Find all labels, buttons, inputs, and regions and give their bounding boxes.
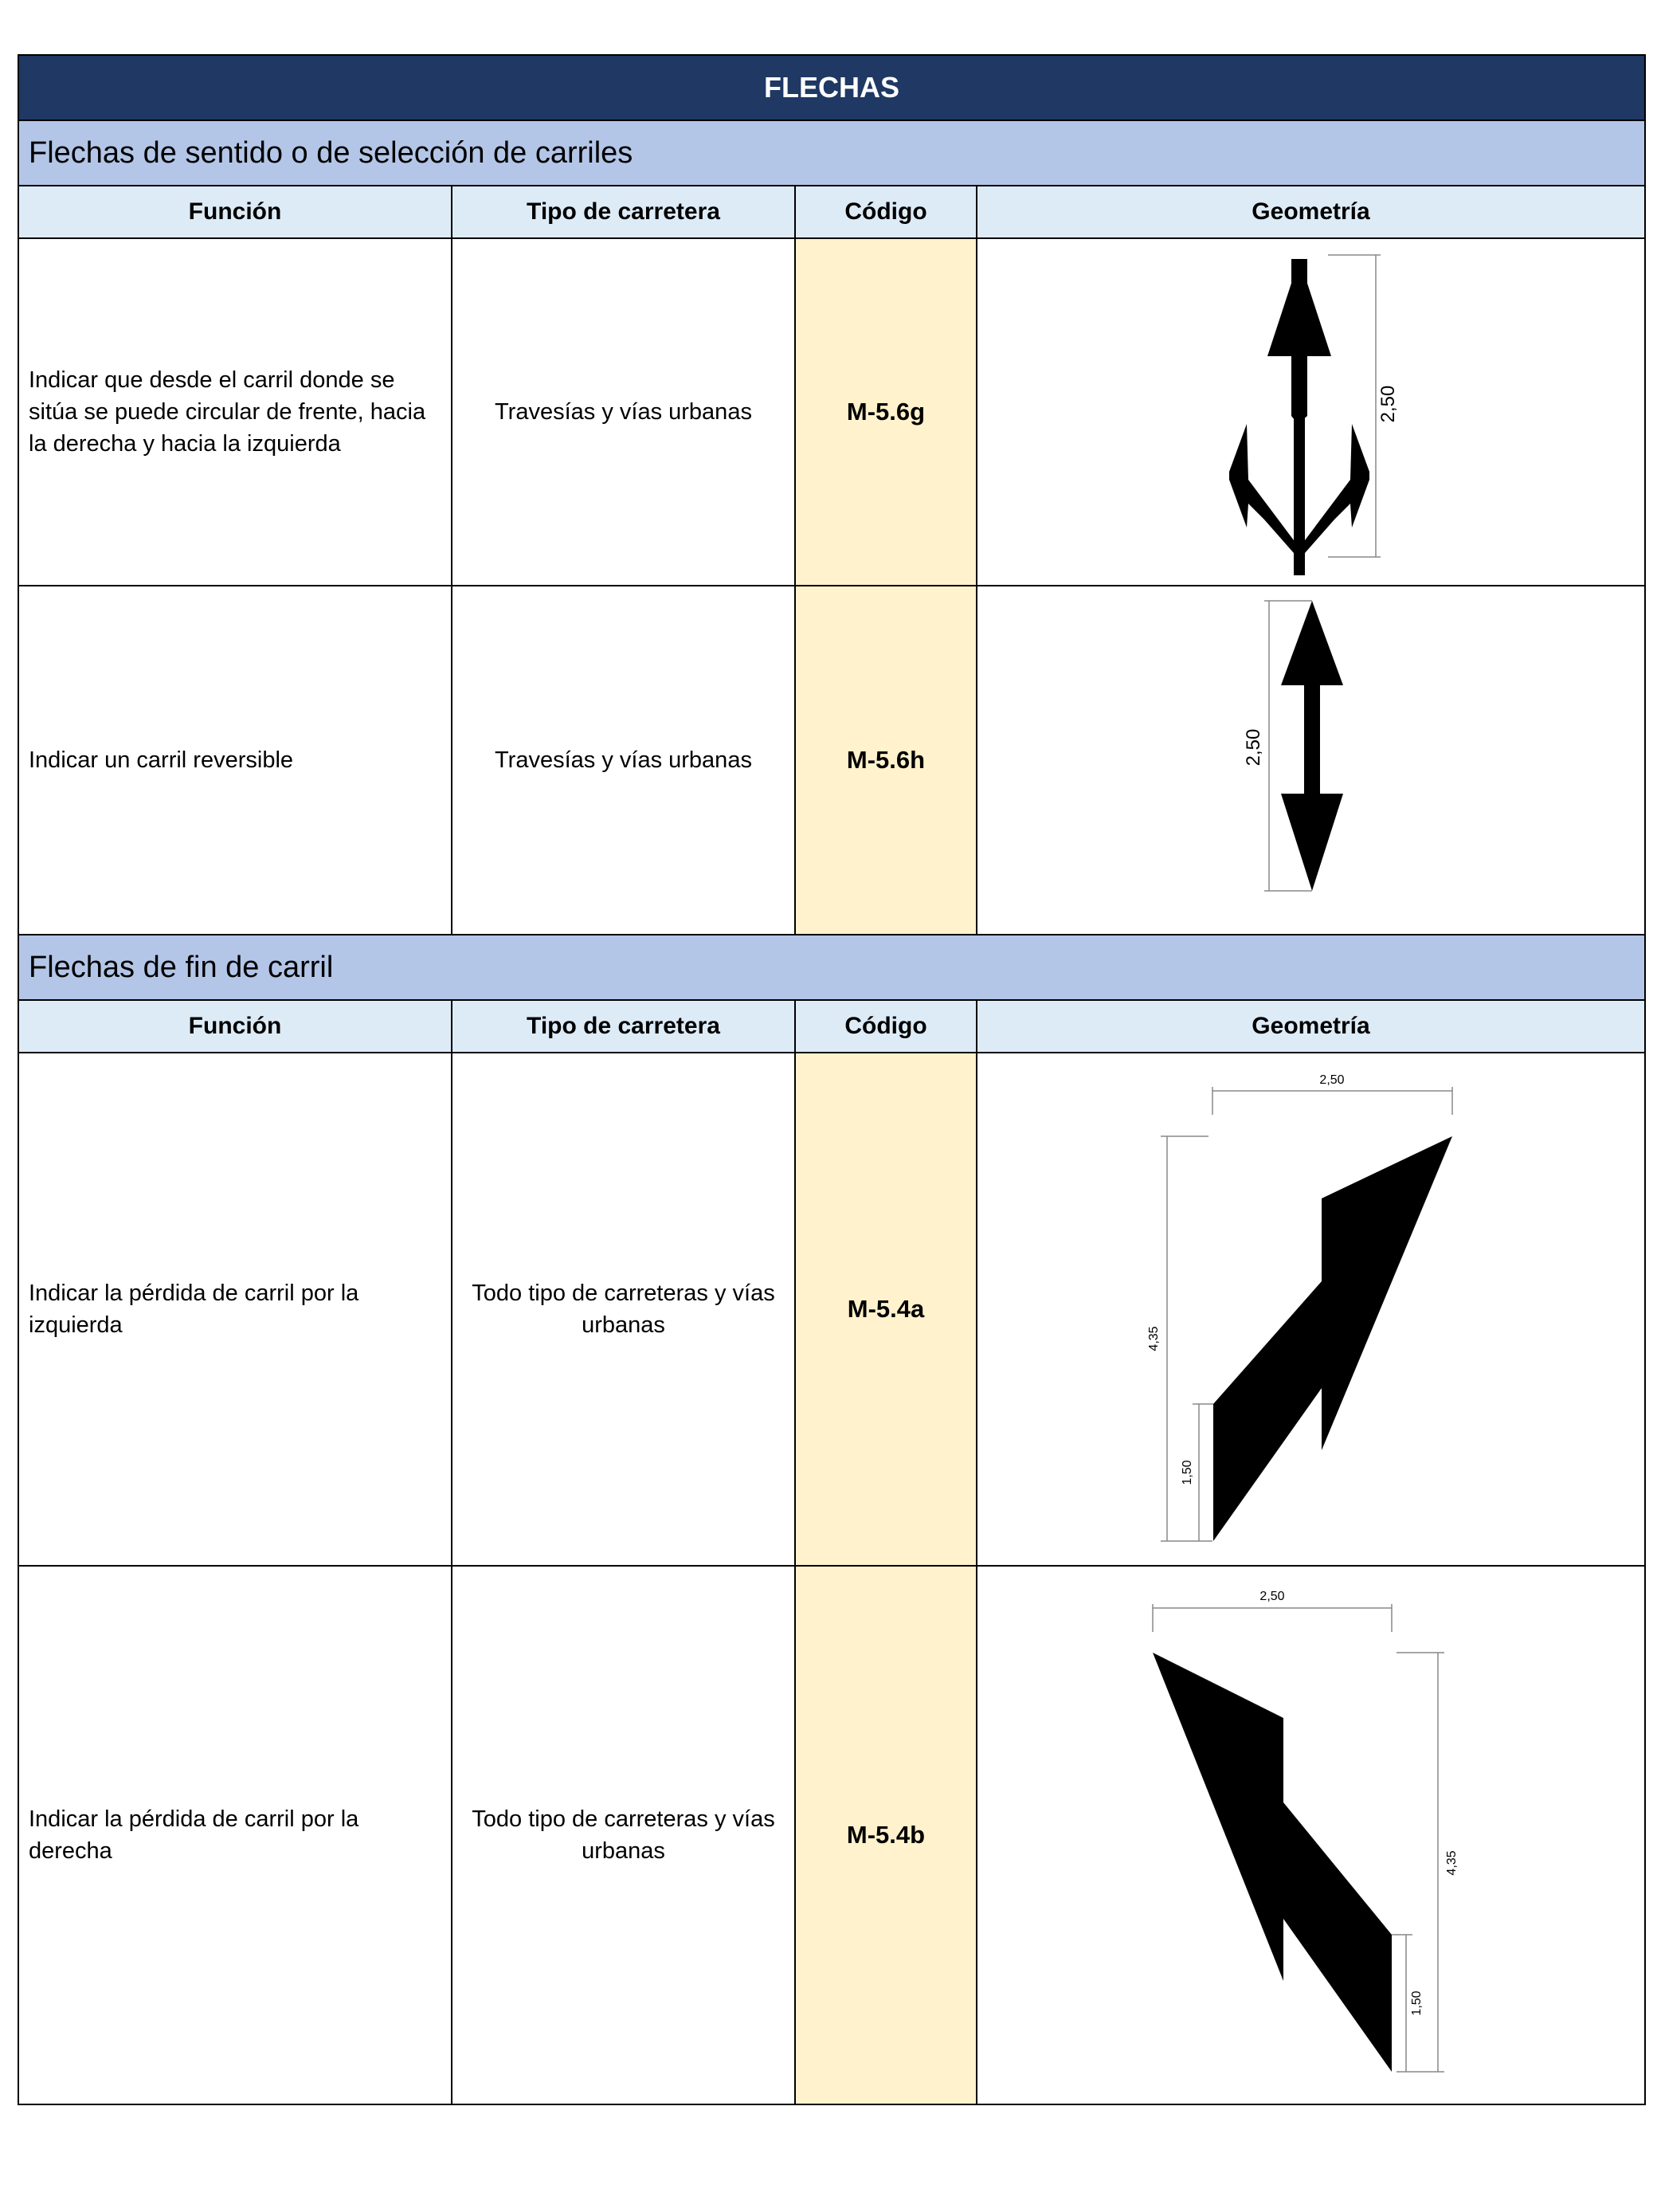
codigo-cell: M-5.6g [795, 238, 977, 586]
dimension-label: 4,35 [1147, 1326, 1161, 1351]
double-headed-arrow-icon [977, 588, 1646, 932]
table-row [18, 1053, 1645, 1566]
dimension-label: 2,50 [1243, 728, 1264, 767]
codigo-cell: M-5.4b [795, 1566, 977, 2104]
header-codigo: Código [795, 186, 977, 238]
header-funcion: Función [18, 1000, 452, 1053]
header-codigo: Código [795, 1000, 977, 1053]
dimension-label: 2,50 [1319, 1073, 1345, 1087]
section-title: Flechas de fin de carril [18, 935, 1645, 1000]
arrows-table [18, 54, 1646, 2105]
table-title: FLECHAS [18, 55, 1645, 120]
header-geometria: Geometría [977, 1000, 1645, 1053]
tipo-cell: Travesías y vías urbanas [452, 586, 795, 935]
column-header-row [18, 186, 1645, 238]
geometria-cell [977, 586, 1645, 935]
section-title: Flechas de sentido o de selección de carriles [18, 120, 1645, 186]
geometria-cell [977, 1566, 1645, 2104]
dimension-label: 2,50 [1259, 1590, 1285, 1603]
geometria-cell [977, 238, 1645, 586]
dimension-label: 4,35 [1445, 1850, 1459, 1876]
codigo-cell: M-5.4a [795, 1053, 977, 1566]
table-row [18, 1566, 1645, 2104]
dimension-label: 2,50 [1377, 385, 1399, 423]
arrows-sheet [18, 54, 1644, 2105]
lane-loss-left-arrow-icon [977, 1055, 1646, 1563]
dimension-label: 1,50 [1181, 1460, 1194, 1485]
funcion-cell: Indicar un carril reversible [18, 586, 452, 935]
funcion-cell: Indicar que desde el carril donde se sitúa se puede circular de frente, hacia la derecha y hacia la izquierda [18, 238, 452, 586]
header-tipo: Tipo de carretera [452, 1000, 795, 1053]
header-funcion: Función [18, 186, 452, 238]
section-header-row [18, 120, 1645, 186]
table-row [18, 586, 1645, 935]
title-row [18, 55, 1645, 120]
header-tipo: Tipo de carretera [452, 186, 795, 238]
lane-loss-right-arrow-icon [977, 1568, 1646, 2102]
tipo-cell: Travesías y vías urbanas [452, 238, 795, 586]
tipo-cell: Todo tipo de carreteras y vías urbanas [452, 1566, 795, 2104]
funcion-cell: Indicar la pérdida de carril por la izquierda [18, 1053, 452, 1566]
codigo-cell: M-5.6h [795, 586, 977, 935]
geometria-cell [977, 1053, 1645, 1566]
triple-direction-arrow-icon [977, 241, 1646, 583]
section-header-row [18, 935, 1645, 1000]
table-row [18, 238, 1645, 586]
column-header-row [18, 1000, 1645, 1053]
dimension-label: 1,50 [1410, 1990, 1424, 2016]
funcion-cell: Indicar la pérdida de carril por la derecha [18, 1566, 452, 2104]
tipo-cell: Todo tipo de carreteras y vías urbanas [452, 1053, 795, 1566]
header-geometria: Geometría [977, 186, 1645, 238]
